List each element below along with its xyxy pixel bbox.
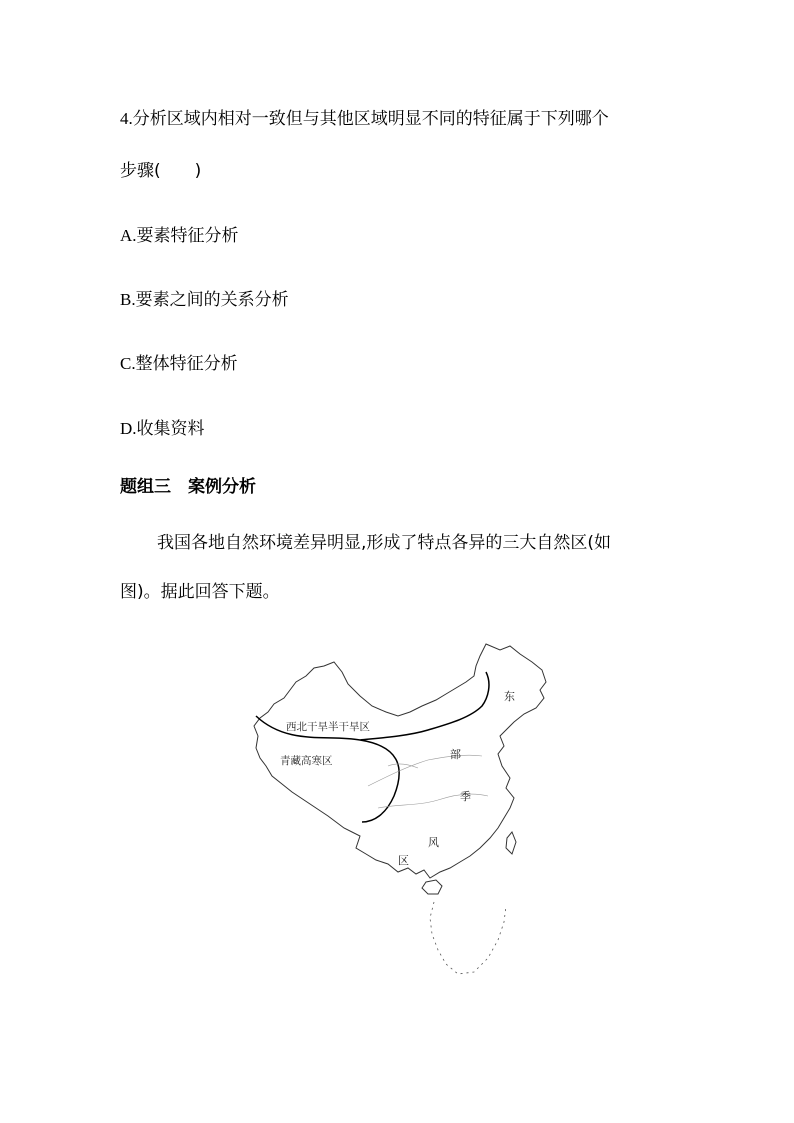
option-a-letter: A. [120,226,137,245]
option-d[interactable] [120,418,205,440]
label-northwest-region: 西北干旱半干旱区 [286,721,370,733]
question-number: 4. [120,109,133,128]
label-east-char-3: 季 [460,790,471,803]
option-a-text: 要素特征分析 [136,226,239,246]
passage-line2: 图)。据此回答下题。 [120,582,280,602]
option-c[interactable] [120,353,238,375]
option-b-text: 要素之间的关系分析 [135,290,289,310]
china-natural-regions-map [248,636,548,986]
option-b-letter: B. [120,290,136,309]
option-a[interactable] [120,225,239,247]
label-east-char-4: 风 [428,836,439,849]
label-east-char-1: 东 [504,690,515,703]
taiwan-island [506,832,516,854]
label-east-char-5: 区 [398,854,409,867]
south-sea-islands [430,902,506,974]
label-qingzang-region: 青藏高寒区 [280,755,333,767]
label-east-char-2: 部 [450,748,461,761]
option-d-letter: D. [120,419,137,438]
region-boundary [256,672,489,822]
option-c-letter: C. [120,354,136,373]
hainan-island [422,880,442,894]
passage-line1: 我国各地自然环境差异明显,形成了特点各异的三大自然区(如 [157,533,612,553]
section-title: 题组三 案例分析 [120,477,256,497]
option-b[interactable] [120,289,289,311]
option-c-text: 整体特征分析 [135,354,238,374]
question-stem-text: 分析区域内相对一致但与其他区域明显不同的特征属于下列哪个 [132,109,609,129]
option-d-text: 收集资料 [136,419,205,439]
question-stem-line1 [120,108,609,130]
question-stem-line2: 步骤( ) [120,161,202,181]
